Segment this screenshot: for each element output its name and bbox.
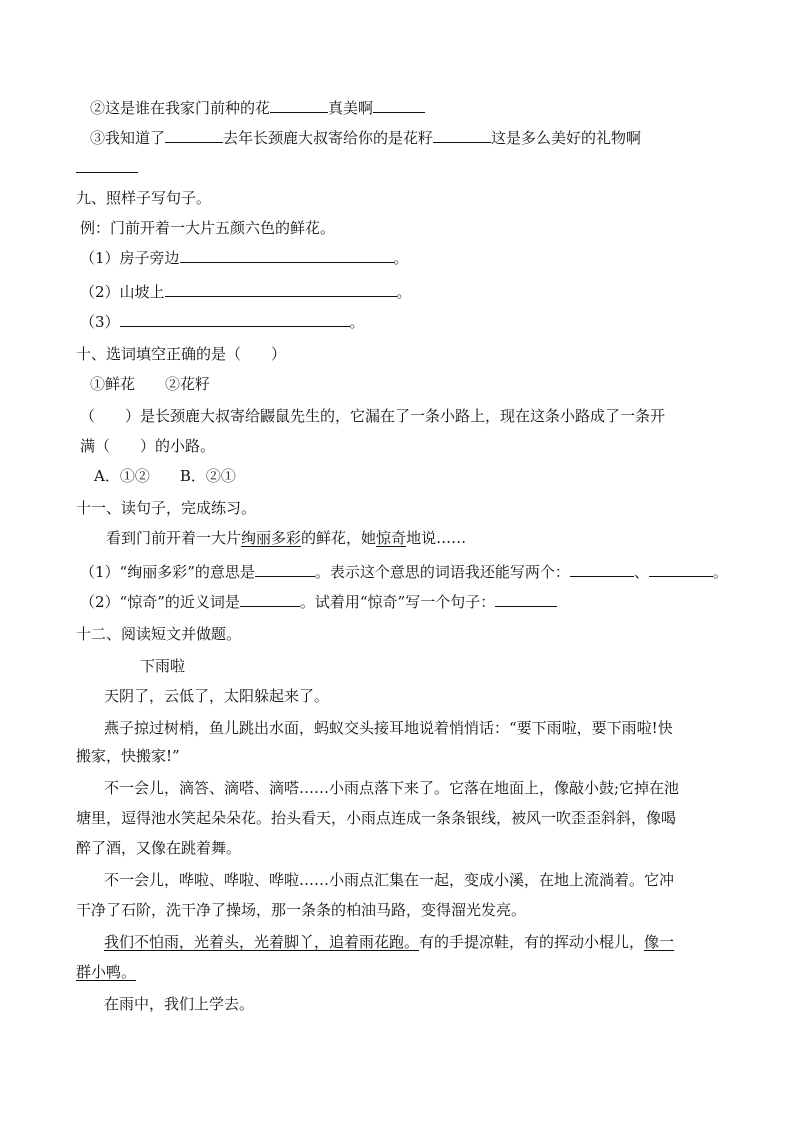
q10-choices: A．①② B．②① — [94, 467, 236, 485]
q8-item-3: ③我知道了 去年长颈鹿大叔寄给你的是花籽 这是多么美好的礼物啊 — [90, 129, 642, 147]
blank[interactable] — [570, 562, 634, 577]
passage-paragraph-2-line-1: 燕子掠过树梢，鱼儿跳出水面，蚂蚁交头接耳地说着悄悄话：“要下雨啦，要下雨啦!快 — [104, 719, 673, 737]
blank[interactable] — [433, 128, 491, 143]
q10-options: ①鲜花 ②花籽 — [90, 375, 211, 393]
blank[interactable] — [495, 592, 557, 607]
passage-paragraph-1: 天阴了，云低了，太阳躲起来了。 — [104, 687, 330, 705]
q9-item-2: （2）山坡上 。 — [80, 283, 412, 301]
q9-example: 例：门前开着一大片五颜六色的鲜花。 — [80, 219, 336, 237]
passage-paragraph-3-line-2: 塘里，逗得池水笑起朵朵花。抬头看天，小雨点连成一条条银线，被风一吹歪歪斜斜，像喝 — [76, 809, 677, 827]
passage-paragraph-5-line-1: 我们不怕雨，光着头，光着脚丫，追着雨花跑。有的手提凉鞋，有的挥动小棍儿，像一 — [104, 933, 675, 951]
blank[interactable] — [165, 282, 397, 297]
section-12-heading: 十二、阅读短文并做题。 — [76, 625, 242, 643]
blank[interactable] — [120, 312, 350, 327]
q9-item-1: （1）房子旁边 。 — [80, 249, 409, 267]
passage-paragraph-4-line-1: 不一会儿，哗啦、哗啦、哗啦……小雨点汇集在一起，变成小溪，在地上流淌着。它冲 — [104, 871, 675, 889]
section-10-heading: 十、选词填空正确的是（ ） — [76, 345, 287, 363]
passage-paragraph-3-line-1: 不一会儿，滴答、滴嗒、滴嗒……小雨点落下来了。它落在地面上，像敲小鼓;它掉在池 — [104, 779, 680, 797]
blank[interactable] — [180, 248, 394, 263]
passage-title: 下雨啦 — [140, 657, 186, 675]
q11-item-2: （2）“惊奇”的近义词是 。试着用“惊奇”写一个句子： — [80, 592, 557, 612]
blank[interactable] — [270, 98, 328, 113]
passage-paragraph-3-line-3: 醉了酒，又像在跳着舞。 — [76, 839, 242, 857]
q10-sentence-line-1: （ ）是长颈鹿大叔寄给鼹鼠先生的，它漏在了一条小路上，现在这条小路成了一条开 — [80, 407, 666, 425]
blank[interactable] — [165, 128, 223, 143]
q11-passage: 看到门前开着一大片绚丽多彩的鲜花，她惊奇地说…… — [106, 529, 467, 547]
q11-item-1: （1）“绚丽多彩”的意思是 。表示这个意思的词语我还能写两个： 、 。 — [80, 563, 728, 581]
blank[interactable] — [255, 562, 315, 577]
q8-item-2: ②这是谁在我家门前种的花 真美啊 — [90, 98, 425, 118]
passage-paragraph-2-line-2: 搬家，快搬家!” — [76, 747, 180, 765]
passage-paragraph-5-line-2: 群小鸭。 — [76, 963, 137, 981]
passage-paragraph-6: 在雨中，我们上学去。 — [104, 995, 255, 1013]
passage-paragraph-4-line-2: 干净了石阶，洗干净了操场，那一条条的柏油马路，变得溜光发亮。 — [76, 901, 527, 919]
blank[interactable] — [649, 562, 713, 577]
q10-sentence-line-2: 满（ ）的小路。 — [80, 437, 216, 455]
blank[interactable] — [76, 158, 138, 173]
q8-item-3-tail — [76, 158, 138, 178]
section-11-heading: 十一、读句子，完成练习。 — [76, 499, 257, 517]
q9-item-3: （3） 。 — [80, 313, 365, 331]
blank[interactable] — [373, 98, 425, 113]
blank[interactable] — [240, 592, 300, 607]
section-9-heading: 九、照样子写句子。 — [76, 189, 212, 207]
